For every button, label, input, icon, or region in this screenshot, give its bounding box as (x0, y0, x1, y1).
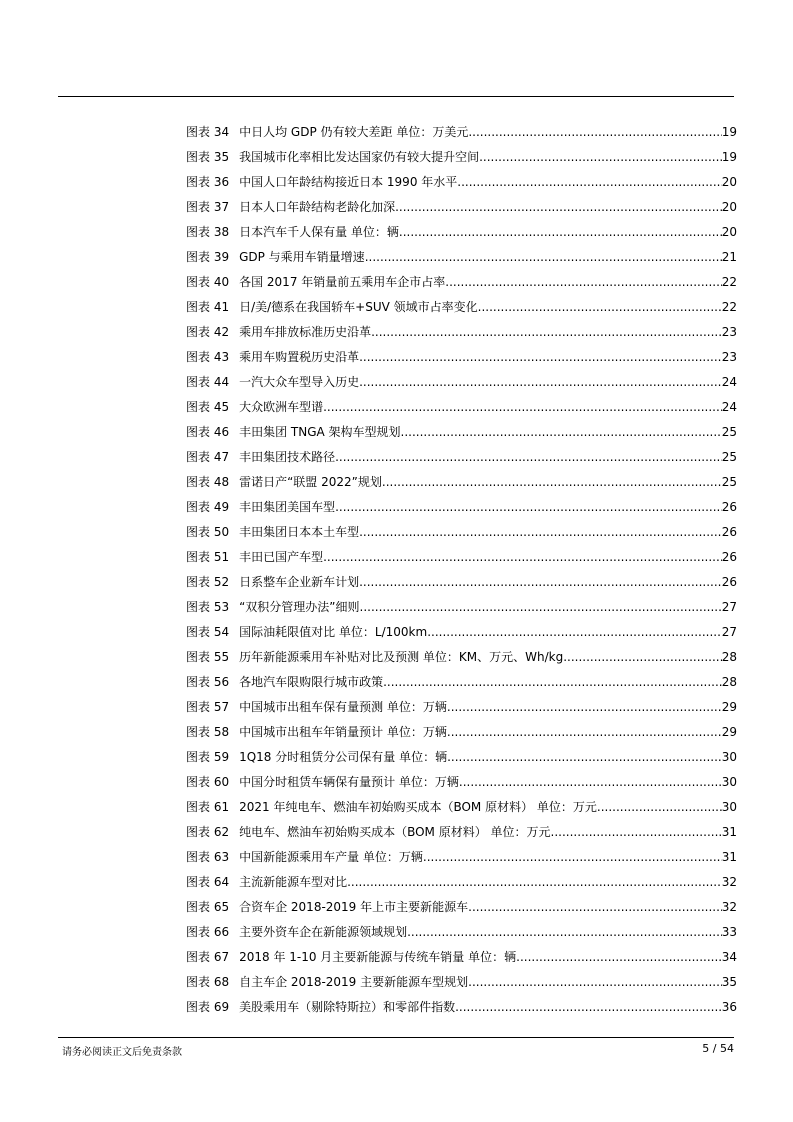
toc-dot-leader (468, 975, 722, 989)
toc-entry-number: 图表 42 (186, 325, 230, 339)
toc-entry-number: 图表 34 (186, 125, 230, 139)
toc-entry-page: 25 (721, 425, 737, 439)
toc-dot-leader (365, 250, 722, 264)
toc-entry-number: 图表 36 (186, 175, 230, 189)
toc-dot-leader (401, 425, 722, 439)
footer-page-number: 5 / 54 (702, 1042, 734, 1055)
toc-entry-title: 纯电车、燃油车初始购买成本（BOM 原材料） 单位：万元 (239, 825, 551, 839)
toc-entry-title: 2021 年纯电车、燃油车初始购买成本（BOM 原材料） 单位：万元 (239, 800, 597, 814)
toc-entry[interactable] (186, 164, 737, 189)
toc-entry-title: 合资车企 2018-2019 年上市主要新能源车 (239, 900, 469, 914)
toc-dot-leader (479, 150, 722, 164)
toc-entry-page: 25 (721, 450, 737, 464)
toc-dot-leader (468, 125, 721, 139)
toc-entry[interactable] (186, 764, 737, 789)
toc-entry-number: 图表 60 (186, 775, 230, 789)
toc-dot-leader (359, 375, 722, 389)
toc-entry-number: 图表 37 (186, 200, 230, 214)
toc-entry-number: 图表 35 (186, 150, 230, 164)
toc-entry-page: 30 (721, 775, 737, 789)
toc-entry-number: 图表 59 (186, 750, 230, 764)
toc-dot-leader (455, 1000, 722, 1014)
toc-entry-title: 丰田集团日本本土车型 (239, 525, 360, 539)
toc-entry-number: 图表 50 (186, 525, 230, 539)
toc-entry-title: 自主车企 2018-2019 主要新能源车型规划 (239, 975, 469, 989)
toc-entry-page: 24 (721, 400, 737, 414)
toc-entry-page: 27 (721, 600, 737, 614)
toc-dot-leader (457, 175, 721, 189)
toc-entry-page: 34 (721, 950, 737, 964)
toc-entry-number: 图表 68 (186, 975, 230, 989)
toc-entry[interactable] (186, 664, 737, 689)
toc-dot-leader (395, 200, 722, 214)
toc-entry-page: 22 (721, 275, 737, 289)
toc-entry[interactable] (186, 114, 737, 139)
toc-entry-number: 图表 64 (186, 875, 230, 889)
toc-entry-title: 2018 年 1-10 月主要新能源与传统车销量 单位：辆 (239, 950, 517, 964)
toc-entry[interactable] (186, 739, 737, 764)
toc-dot-leader (347, 875, 722, 889)
toc-dot-leader (447, 725, 722, 739)
footer-rule (58, 1037, 734, 1038)
toc-dot-leader (323, 550, 722, 564)
toc-entry-title: 乘用车购置税历史沿革 (239, 350, 360, 364)
toc-entry-page: 33 (721, 925, 737, 939)
toc-entry-title: 中国新能源乘用车产量 单位：万辆 (239, 850, 423, 864)
toc-entry-page: 32 (721, 875, 737, 889)
toc-entry[interactable] (186, 939, 737, 964)
toc-entry-title: 中国城市出租车保有量预测 单位：万辆 (239, 700, 447, 714)
toc-entry-title: 美股乘用车（剔除特斯拉）和零部件指数 (239, 1000, 456, 1014)
toc-entry[interactable] (186, 539, 737, 564)
toc-entry-page: 19 (721, 150, 737, 164)
toc-entry-number: 图表 39 (186, 250, 230, 264)
toc-entry-page: 28 (721, 675, 737, 689)
toc-entry[interactable] (186, 514, 737, 539)
toc-entry-number: 图表 47 (186, 450, 230, 464)
toc-entry-title: 主流新能源车型对比 (239, 875, 348, 889)
toc-entry-page: 36 (721, 1000, 737, 1014)
toc-dot-leader (360, 600, 722, 614)
toc-entry[interactable] (186, 239, 737, 264)
toc-entry[interactable] (186, 414, 737, 439)
toc-entry-title: 主要外资车企在新能源领域规划 (239, 925, 408, 939)
toc-entry-title: 历年新能源乘用车补贴对比及预测 单位：KM、万元、Wh/kg (239, 650, 564, 664)
header-rule (58, 96, 734, 97)
toc-dot-leader (359, 350, 722, 364)
toc-entry-title: 日/美/德系在我国轿车+SUV 领域市占率变化 (239, 300, 478, 314)
toc-entry-number: 图表 43 (186, 350, 230, 364)
toc-entry[interactable] (186, 989, 737, 1014)
toc-entry[interactable] (186, 264, 737, 289)
toc-entry-title: 丰田集团美国车型 (239, 500, 336, 514)
toc-entry-number: 图表 51 (186, 550, 230, 564)
toc-entry-page: 24 (721, 375, 737, 389)
toc-entry-number: 图表 52 (186, 575, 230, 589)
toc-entry-title: “双积分管理办法”细则 (239, 600, 360, 614)
toc-entry-number: 图表 40 (186, 275, 230, 289)
toc-entry-title: 雷诺日产“联盟 2022”规划 (239, 475, 382, 489)
toc-entry-page: 29 (721, 700, 737, 714)
toc-entry[interactable] (186, 889, 737, 914)
toc-entry-title: 日本汽车千人保有量 单位：辆 (239, 225, 399, 239)
toc-entry[interactable] (186, 189, 737, 214)
toc-dot-leader (383, 675, 722, 689)
toc-dot-leader (427, 625, 722, 639)
toc-entry-number: 图表 61 (186, 800, 230, 814)
toc-entry[interactable] (186, 439, 737, 464)
toc-entry[interactable] (186, 139, 737, 164)
toc-entry-title: 丰田集团技术路径 (239, 450, 336, 464)
toc-entry-page: 21 (721, 250, 737, 264)
toc-entry-title: 丰田已国产车型 (239, 550, 324, 564)
toc-entry-number: 图表 65 (186, 900, 230, 914)
toc-entry[interactable] (186, 214, 737, 239)
toc-entry-number: 图表 67 (186, 950, 230, 964)
toc-entry-number: 图表 66 (186, 925, 230, 939)
toc-dot-leader (382, 475, 722, 489)
toc-entry-number: 图表 49 (186, 500, 230, 514)
toc-entry-title: 乘用车排放标准历史沿革 (239, 325, 372, 339)
toc-entry-page: 30 (721, 750, 737, 764)
toc-entry-title: 大众欧洲车型谱 (239, 400, 324, 414)
toc-entry[interactable] (186, 864, 737, 889)
toc-entry-title: 各地汽车限购限行城市政策 (239, 675, 384, 689)
toc-entry-page: 20 (721, 175, 737, 189)
toc-entry-title: 一汽大众车型导入历史 (239, 375, 360, 389)
toc-entry-page: 26 (721, 550, 737, 564)
toc-dot-leader (371, 325, 722, 339)
toc-dot-leader (478, 300, 722, 314)
toc-entry-number: 图表 62 (186, 825, 230, 839)
toc-entry-title: GDP 与乘用车销量增速 (239, 250, 365, 264)
toc-dot-leader (551, 825, 722, 839)
toc-entry-page: 30 (721, 800, 737, 814)
toc-entry-page: 20 (721, 200, 737, 214)
toc-entry[interactable] (186, 289, 737, 314)
toc-entry-title: 中日人均 GDP 仍有较大差距 单位：万美元 (239, 125, 469, 139)
toc-entry-page: 20 (721, 225, 737, 239)
toc-entry-number: 图表 58 (186, 725, 230, 739)
toc-entry-number: 图表 69 (186, 1000, 230, 1014)
toc-dot-leader (335, 500, 722, 514)
toc-entry-page: 32 (721, 900, 737, 914)
toc-entry-title: 各国 2017 年销量前五乘用车企市占率 (239, 275, 446, 289)
toc-entry-title: 丰田集团 TNGA 架构车型规划 (239, 425, 401, 439)
toc-dot-leader (335, 450, 722, 464)
toc-entry-title: 中国城市出租车年销量预计 单位：万辆 (239, 725, 447, 739)
toc-dot-leader (516, 950, 722, 964)
toc-dot-leader (459, 775, 722, 789)
toc-entry[interactable] (186, 964, 737, 989)
toc-entry-page: 28 (721, 650, 737, 664)
toc-entry[interactable] (186, 614, 737, 639)
toc-entry-title: 1Q18 分时租赁分公司保有量 单位：辆 (239, 750, 448, 764)
toc-entry-number: 图表 57 (186, 700, 230, 714)
toc-entry[interactable] (186, 914, 737, 939)
toc-entry-title: 日本人口年龄结构老龄化加深 (239, 200, 396, 214)
toc-entry[interactable] (186, 589, 737, 614)
toc-dot-leader (563, 650, 722, 664)
toc-dot-leader (597, 800, 722, 814)
toc-entry-page: 31 (721, 850, 737, 864)
toc-entry-number: 图表 63 (186, 850, 230, 864)
toc-entry[interactable] (186, 489, 737, 514)
toc-entry-page: 35 (721, 975, 737, 989)
toc-entry-number: 图表 46 (186, 425, 230, 439)
toc-entry[interactable] (186, 639, 737, 664)
toc-entry-page: 27 (721, 625, 737, 639)
toc-entry[interactable] (186, 464, 737, 489)
toc-entry-page: 26 (721, 575, 737, 589)
toc-entry[interactable] (186, 564, 737, 589)
toc-entry[interactable] (186, 339, 737, 364)
toc-dot-leader (447, 700, 722, 714)
toc-entry-title: 我国城市化率相比发达国家仍有较大提升空间 (239, 150, 480, 164)
toc-entry-page: 26 (721, 525, 737, 539)
toc-entry-page: 22 (721, 300, 737, 314)
toc-dot-leader (447, 750, 722, 764)
toc-entry-title: 日系整车企业新车计划 (239, 575, 360, 589)
toc-dot-leader (468, 900, 722, 914)
toc-entry-page: 25 (721, 475, 737, 489)
toc-entry[interactable] (186, 364, 737, 389)
toc-dot-leader (423, 850, 722, 864)
toc-entry-title: 国际油耗限值对比 单位：L/100km (239, 625, 428, 639)
toc-entry-number: 图表 45 (186, 400, 230, 414)
toc-entry[interactable] (186, 714, 737, 739)
toc-entry-number: 图表 38 (186, 225, 230, 239)
toc-entry-number: 图表 53 (186, 600, 230, 614)
toc-entry-number: 图表 54 (186, 625, 230, 639)
toc-entry-page: 29 (721, 725, 737, 739)
toc-entry-page: 23 (721, 325, 737, 339)
toc-entry-page: 31 (721, 825, 737, 839)
toc-dot-leader (407, 925, 722, 939)
toc-entry-number: 图表 41 (186, 300, 230, 314)
toc-entry[interactable] (186, 839, 737, 864)
toc-entry[interactable] (186, 314, 737, 339)
footer-disclaimer: 请务必阅读正文后免责条款 (62, 1047, 182, 1058)
toc-dot-leader (359, 525, 722, 539)
figure-index-list (186, 114, 737, 1014)
toc-entry[interactable] (186, 814, 737, 839)
toc-dot-leader (445, 275, 721, 289)
toc-entry[interactable] (186, 789, 737, 814)
toc-entry-page: 23 (721, 350, 737, 364)
toc-entry[interactable] (186, 689, 737, 714)
toc-entry-title: 中国分时租赁车辆保有量预计 单位：万辆 (239, 775, 459, 789)
toc-entry-page: 26 (721, 500, 737, 514)
toc-dot-leader (399, 225, 722, 239)
toc-entry-number: 图表 56 (186, 675, 230, 689)
toc-entry-number: 图表 48 (186, 475, 230, 489)
toc-dot-leader (359, 575, 722, 589)
toc-dot-leader (323, 400, 722, 414)
toc-entry[interactable] (186, 389, 737, 414)
toc-entry-title: 中国人口年龄结构接近日本 1990 年水平 (239, 175, 458, 189)
toc-entry-page: 19 (721, 125, 737, 139)
toc-entry-number: 图表 44 (186, 375, 230, 389)
toc-entry-number: 图表 55 (186, 650, 230, 664)
